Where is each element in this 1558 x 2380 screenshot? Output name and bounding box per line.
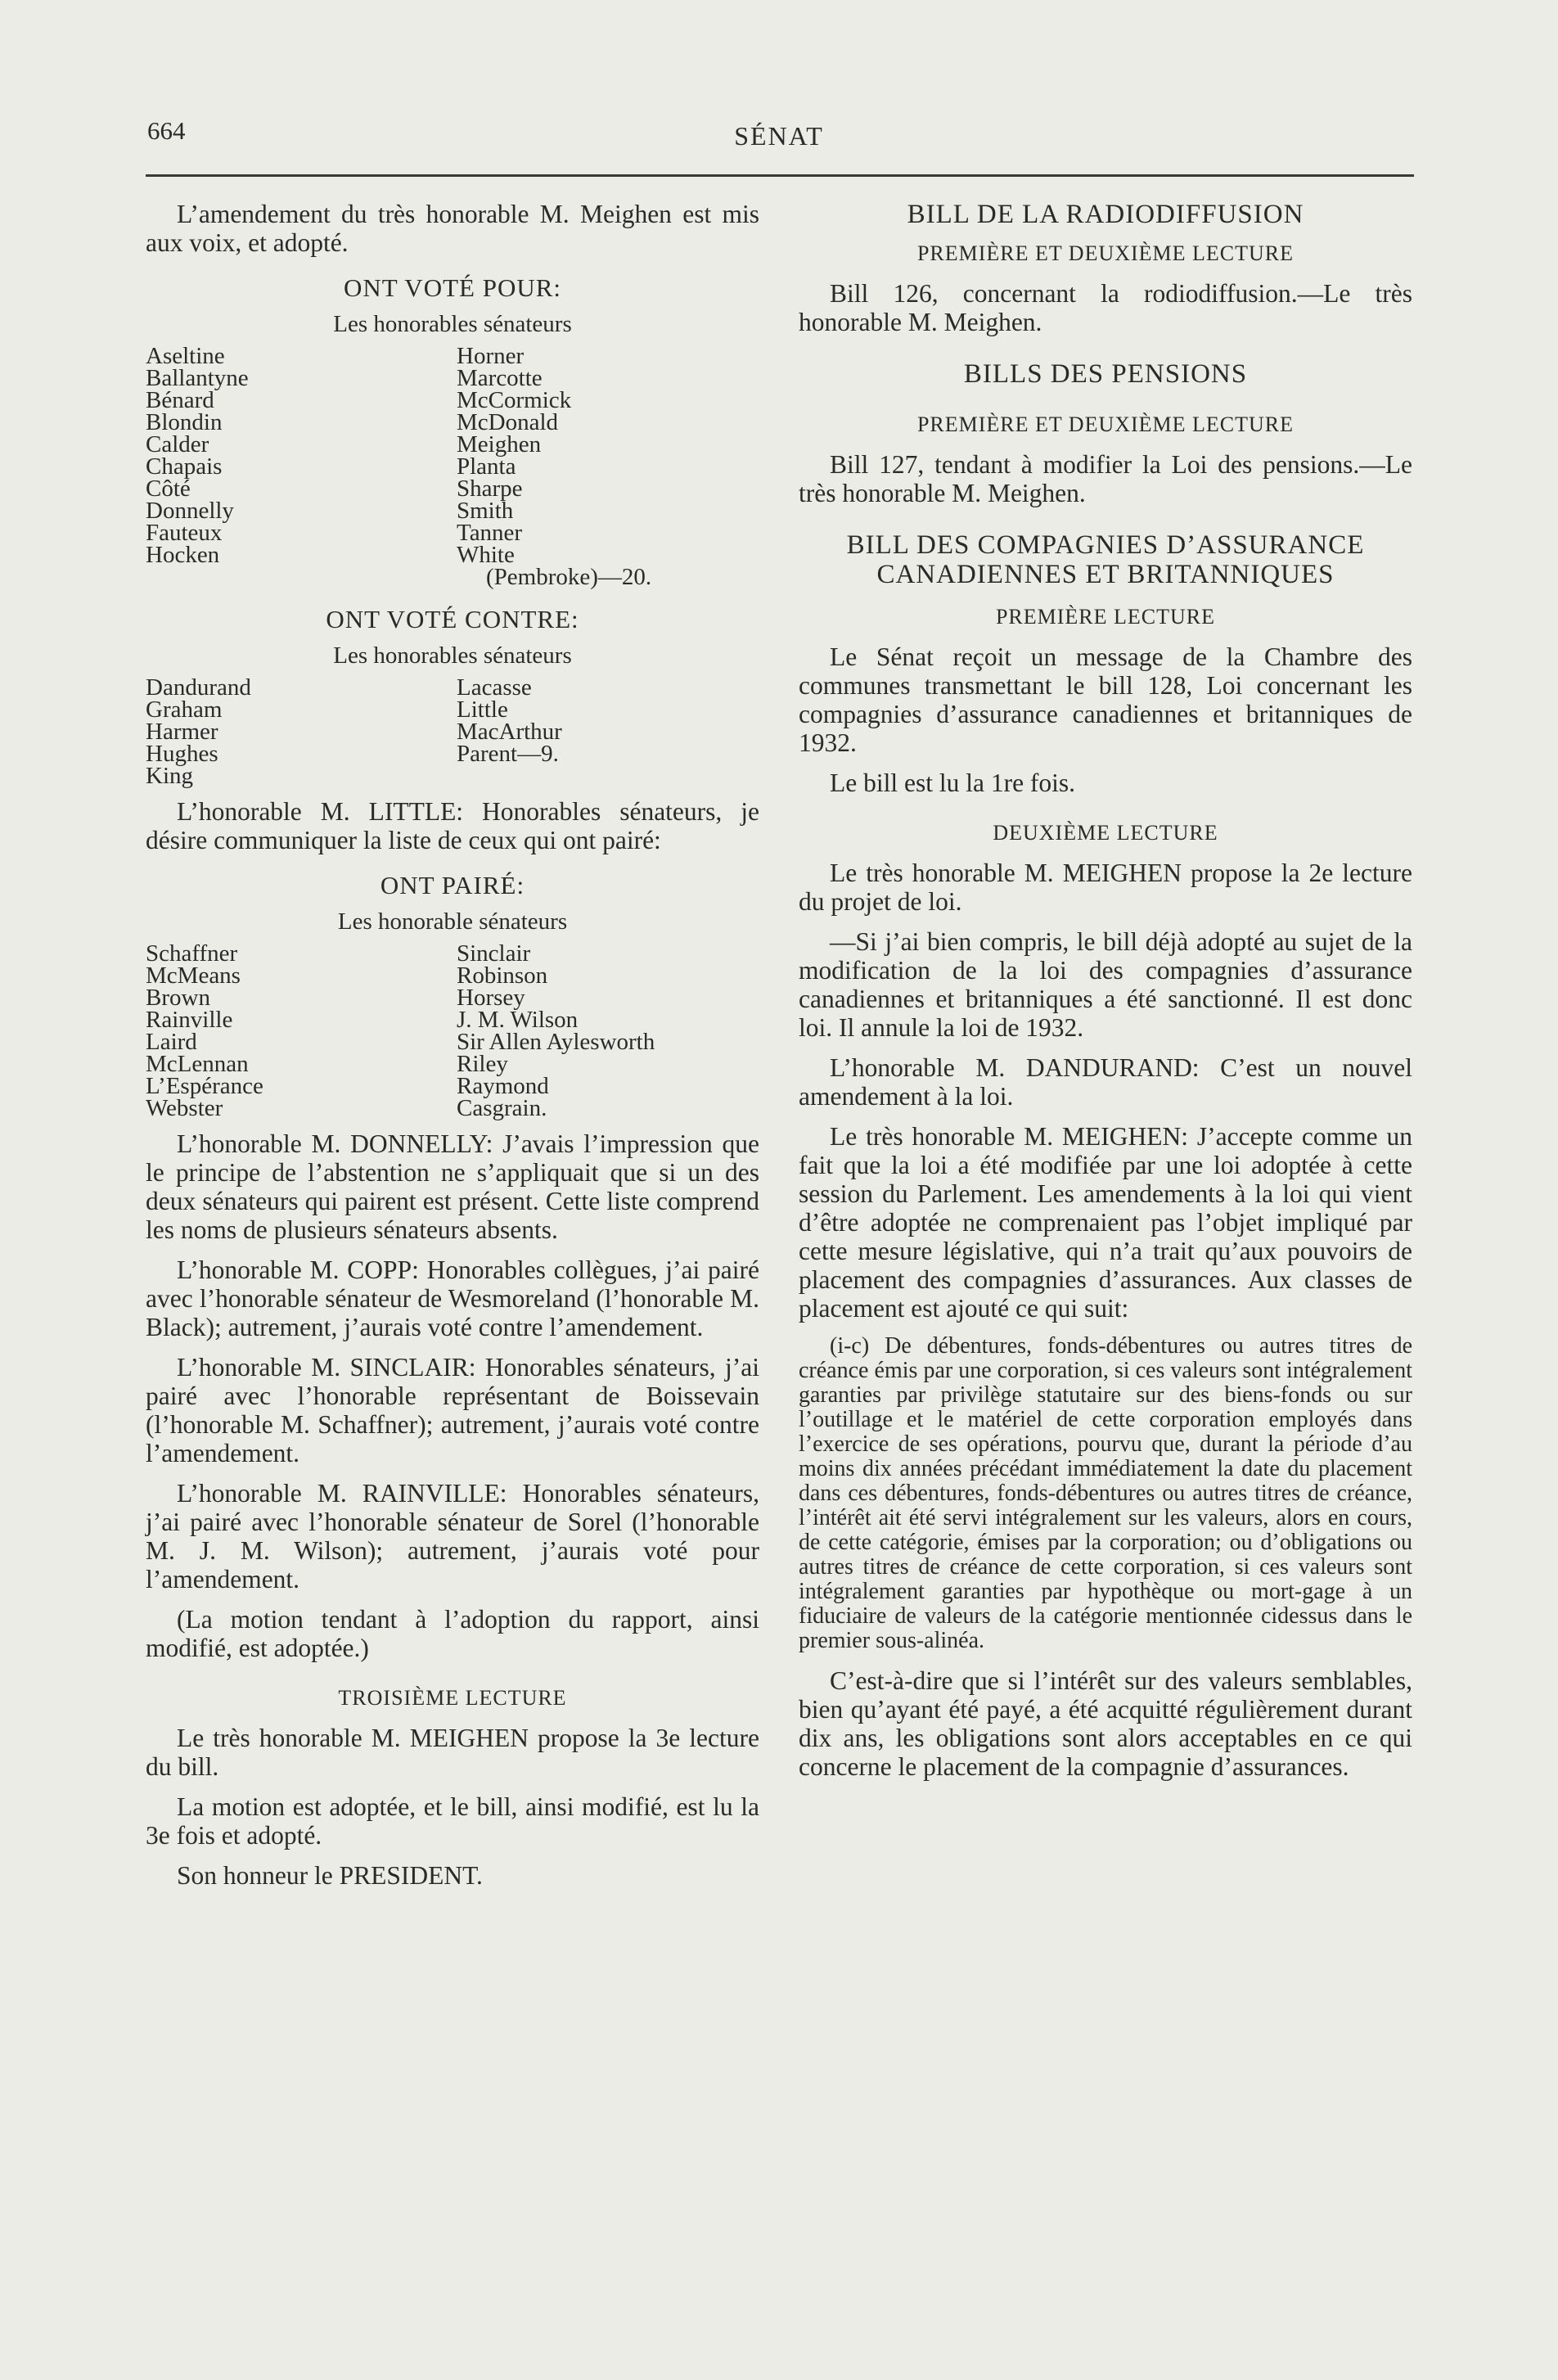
senator-name: Blondin <box>146 409 223 435</box>
senator-name: Horner <box>457 343 525 369</box>
vote-for-list <box>146 345 759 588</box>
insurance-paragraph-meighen-propose: Le très honorable M. MEIGHEN propose la 2e lecture du projet de loi. <box>799 859 1412 916</box>
senator-name: Tanner <box>457 520 523 546</box>
paired-heading: ONT PAIRÉ: <box>380 871 525 899</box>
senator-name: Sharpe <box>457 476 523 502</box>
senator-name: Robinson <box>457 962 548 989</box>
senator-name: Parent—9. <box>457 741 559 767</box>
senator-name: Harmer <box>146 719 218 745</box>
senator-name: McDonald <box>457 409 559 435</box>
page-number: 664 <box>147 116 186 145</box>
senator-name: McLennan <box>146 1051 249 1077</box>
insurance-bill-title-2: CANADIENNES ET BRITANNIQUES <box>876 560 1335 589</box>
insurance-paragraph-first-reading: Le bill est lu la 1re fois. <box>830 769 1076 797</box>
senators-label: Les honorables sénateurs <box>333 642 572 669</box>
senator-name: Donnelly <box>146 498 234 524</box>
senators-label: Les honorables sénateurs <box>333 311 572 337</box>
radio-bill-paragraph: Bill 126, concernant la rodiodiffusion.—Le très honorable M. Meighen. <box>799 279 1412 336</box>
paragraph-sinclair: L’honorable M. SINCLAIR: Honorables sénateurs, j’ai pairé avec l’honorable représentant de Boissevain (l’honorable M. Schaffner); autrement, j’aurais voté contre l’amendement. <box>146 1353 759 1467</box>
senator-name: Planta <box>457 453 516 480</box>
insurance-paragraph-meighen-accept: Le très honorable M. MEIGHEN: J’accepte comme un fait que la loi a été modifiée par une loi adoptée à cette session du Parlement. Les amendements à la loi qui vient d’être adoptée ne comprenaient pas l’objet impliqué par cette mesure législative, qui n’a trait qu’aux pouvoirs de placement des compagnies d’assurances. Aux classes de placement est ajouté ce qui suit: <box>799 1122 1412 1323</box>
senator-name: Dandurand <box>146 674 251 701</box>
senator-name: Smith <box>457 498 514 524</box>
paragraph-rainville: L’honorable M. RAINVILLE: Honorables sénateurs, j’ai pairé avec l’honorable sénateur de Sorel (l’honorable M. J. M. Wilson); autrement, j’aurais voté pour l’amendement. <box>146 1479 759 1593</box>
senator-name: Raymond <box>457 1073 549 1099</box>
senator-name: J. M. Wilson <box>457 1007 579 1033</box>
insurance-paragraph-meighen-remarks: —Si j’ai bien compris, le bill déjà adopté au sujet de la modification de la loi des compagnies d’assurance canadiennes et britanniques a été sanctionné. Il est donc loi. Il annule la loi de 1932. <box>799 927 1412 1042</box>
pensions-bill-subheading: PREMIÈRE ET DEUXIÈME LECTURE <box>916 412 1295 436</box>
paragraph-little: L’honorable M. LITTLE: Honorables sénateurs, je désire communiquer la liste de ceux qui ont pairé: <box>146 797 759 854</box>
senator-name: MacArthur <box>457 719 562 745</box>
senator-name: Calder <box>146 431 209 458</box>
senator-name: Hughes <box>146 741 218 767</box>
running-title: SÉNAT <box>734 121 824 151</box>
senator-name: Schaffner <box>146 940 238 967</box>
senator-name: McMeans <box>146 962 241 989</box>
pensions-bill-paragraph: Bill 127, tendant à modifier la Loi des pensions.—Le très honorable M. Meighen. <box>799 450 1412 507</box>
senator-name: Ballantyne <box>146 365 249 391</box>
pensions-bill-title: BILLS DES PENSIONS <box>963 359 1248 389</box>
vote-for-heading: ONT VOTÉ POUR: <box>343 273 562 302</box>
senator-name: Aseltine <box>146 343 225 369</box>
paragraph-donnelly: L’honorable M. DONNELLY: J’avais l’impression que le principe de l’abstention ne s’appliquait que si un des deux sénateurs qui pairent est présent. Cette liste comprend les noms de plusieurs sénateurs absents. <box>146 1129 759 1244</box>
senator-name: Côté <box>146 476 191 502</box>
paragraph-amendment: L’amendement du très honorable M. Meighen est mis aux voix, et adopté. <box>146 200 759 257</box>
vote-against-list <box>146 674 759 789</box>
senator-name: Marcotte <box>457 365 543 391</box>
radio-bill-subheading: PREMIÈRE ET DEUXIÈME LECTURE <box>916 241 1295 265</box>
senator-name: Fauteux <box>146 520 223 546</box>
senator-name: White <box>457 542 515 568</box>
senator-name: King <box>146 763 193 789</box>
insurance-paragraph-conclusion: C’est-à-dire que si l’intérêt sur des valeurs semblables, bien qu’ayant été payé, a été acquitté régulièrement durant dix ans, les obligations sont alors acceptables en ce qui concerne le placement de la compagnie d’assurances. <box>799 1666 1412 1781</box>
paragraph-motion: (La motion tendant à l’adoption du rapport, ainsi modifié, est adoptée.) <box>146 1605 759 1662</box>
paragraph-president: Son honneur le PRESIDENT. <box>177 1861 483 1890</box>
vote-count: (Pembroke)—20. <box>486 564 652 590</box>
paragraph-adopted: La motion est adoptée, et le bill, ainsi modifié, est lu la 3e fois et adopté. <box>146 1792 759 1850</box>
senator-name: Laird <box>146 1029 197 1055</box>
right-column <box>799 200 1412 1792</box>
insurance-quoted-clause: (i-c) De débentures, fonds-débentures ou autres titres de créance émis par une corporation, si ces valeurs sont intégralement garanties par privilège statutaire sur des biens-fonds ou sur l’outillage et le matériel de cette corporation employés dans l’exercice de ses opérations, pourvu que, durant la période d’au moins dix années précédant immédiatement la date du placement dans ces débentures, fonds-débentures ou autres titres de créance, l’intérêt ait été servi intégralement sur les valeurs, alors en cours, de cette catégorie, émises par la corporation; ou d’obligations ou autres titres de créance de cette corporation, si ces valeurs sont intégralement garanties par hypothèque ou mort-gage à un fiduciaire de valeurs de la catégorie mentionnée cidessus dans le premier sous-alinéa. <box>799 1333 1412 1653</box>
senator-name: Horsey <box>457 985 525 1011</box>
insurance-bill-title-1: BILL DES COMPAGNIES D’ASSURANCE <box>846 530 1365 560</box>
senator-name: L’Espérance <box>146 1073 263 1099</box>
insurance-paragraph-dandurand: L’honorable M. DANDURAND: C’est un nouvel amendement à la loi. <box>799 1053 1412 1111</box>
paragraph-copp: L’honorable M. COPP: Honorables collègues, j’ai pairé avec l’honorable sénateur de Wesmoreland (l’honorable M. Black); autrement, j’aurais voté contre l’amendement. <box>146 1255 759 1341</box>
radio-bill-title: BILL DE LA RADIODIFFUSION <box>907 200 1304 229</box>
insurance-paragraph-message: Le Sénat reçoit un message de la Chambre des communes transmettant le bill 128, Loi concernant les compagnies d’assurance canadiennes et britanniques de 1932. <box>799 642 1412 757</box>
header-rule <box>146 174 1414 177</box>
senator-name: Chapais <box>146 453 223 480</box>
paired-list <box>146 940 759 1121</box>
senator-name: Sir Allen Aylesworth <box>457 1029 655 1055</box>
senator-name: Casgrain. <box>457 1095 547 1121</box>
senator-name: Bénard <box>146 387 214 413</box>
third-reading-heading: TROISIÈME LECTURE <box>338 1686 567 1710</box>
senator-name: Rainville <box>146 1007 233 1033</box>
left-column <box>146 200 759 1901</box>
senator-name: McCormick <box>457 387 572 413</box>
senator-name: Webster <box>146 1095 223 1121</box>
insurance-first-reading-heading: PREMIÈRE LECTURE <box>995 605 1216 629</box>
senator-name: Brown <box>146 985 210 1011</box>
senators-label: Les honorable sénateurs <box>337 908 568 935</box>
senator-name: Lacasse <box>457 674 532 701</box>
senator-name: Little <box>457 696 508 723</box>
paragraph-meighen-third: Le très honorable M. MEIGHEN propose la 3e lecture du bill. <box>146 1724 759 1781</box>
insurance-second-reading-heading: DEUXIÈME LECTURE <box>993 821 1218 845</box>
senator-name: Sinclair <box>457 940 531 967</box>
senator-name: Graham <box>146 696 223 723</box>
senator-name: Meighen <box>457 431 542 458</box>
senator-name: Riley <box>457 1051 508 1077</box>
vote-against-heading: ONT VOTÉ CONTRE: <box>326 605 579 633</box>
senator-name: Hocken <box>146 542 220 568</box>
